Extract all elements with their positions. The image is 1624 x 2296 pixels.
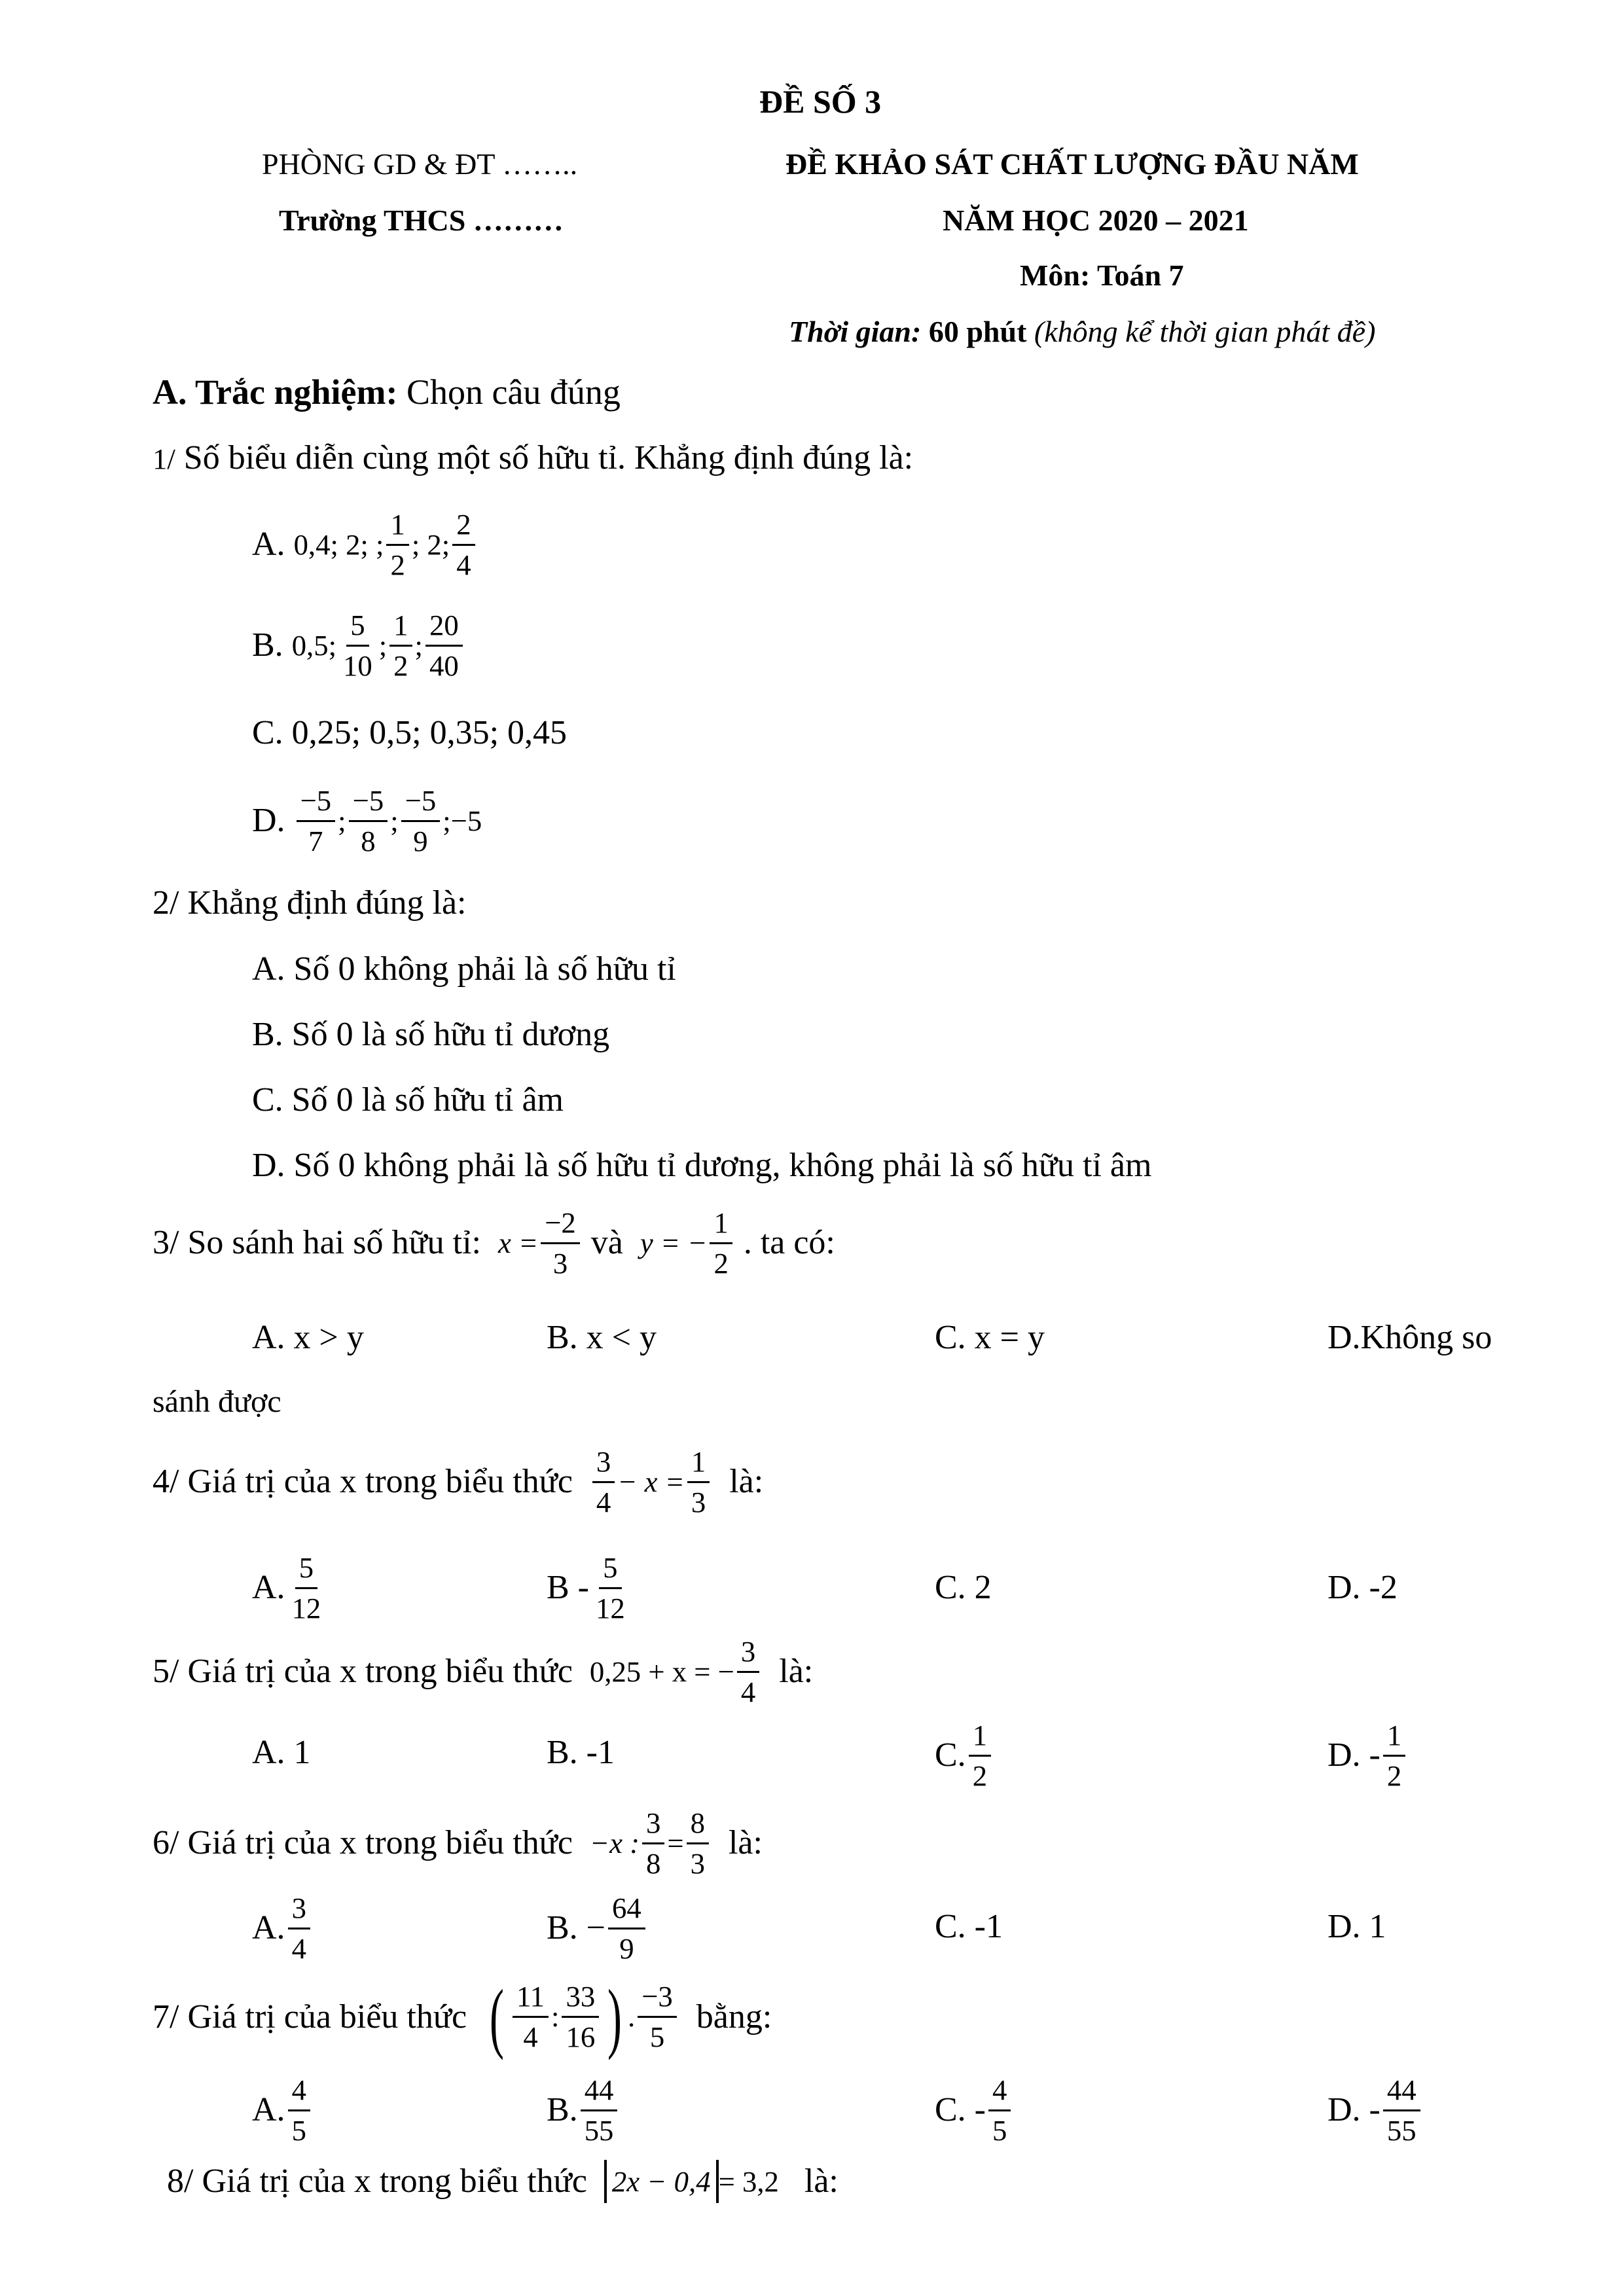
- colon: :: [551, 2000, 560, 2034]
- q7-option-b[interactable]: [547, 2075, 620, 2146]
- q4-option-d[interactable]: D. -2: [1327, 1569, 1398, 1606]
- fraction-one-half: $\frac{1}{2}$: [389, 610, 412, 681]
- option-label: D. -: [1327, 2091, 1380, 2129]
- fraction-64-9: $\frac{64}{9}$: [608, 1893, 645, 1964]
- option-d-tail: −5: [450, 804, 482, 838]
- fraction-minus5-8: $\frac{-5}{8}$: [349, 785, 388, 857]
- equals-sign: =: [667, 1827, 684, 1860]
- section-a-heading: [153, 374, 621, 410]
- fraction-four-fifths: $\frac{4}{5}$: [288, 2075, 310, 2146]
- and-word: và: [590, 1224, 623, 1262]
- expression-mid: − x =: [617, 1465, 685, 1499]
- department-label: PHÒNG GD & ĐT ……..: [262, 147, 578, 181]
- subject-label: Môn: Toán 7: [1020, 259, 1184, 292]
- fraction-minus5-9: $\frac{-5}{9}$: [401, 785, 441, 857]
- time-line: [789, 317, 1375, 347]
- q3-option-a[interactable]: A. x > y: [252, 1319, 364, 1356]
- q1-option-d[interactable]: D. $\frac{-5}{7}$ ; $\frac{-5}{8}$ ; $\frac{-5}{9}$ ; −5: [252, 784, 482, 857]
- q7-option-c[interactable]: [935, 2075, 1013, 2146]
- q3-option-d-continued: sánh được: [153, 1384, 281, 1419]
- q3-option-d[interactable]: D.Không so: [1327, 1319, 1492, 1356]
- q4-option-c[interactable]: C. 2: [935, 1569, 992, 1606]
- question-6-tail: là:: [728, 1824, 763, 1862]
- q1-option-b[interactable]: B. 0,5; $\frac{5}{10}$ ; $\frac{1}{2}$ ; $\frac{20}{40}$: [252, 610, 465, 681]
- fraction-minus5-7: $\frac{-5}{7}$: [297, 785, 336, 857]
- question-3-text: 3/ So sánh hai số hữu tỉ:: [153, 1224, 481, 1262]
- option-label: B.: [252, 626, 283, 664]
- q6-option-d[interactable]: D. 1: [1327, 1908, 1386, 1945]
- fraction-three-fourths: $\frac{3}{4}$: [288, 1893, 310, 1964]
- fraction-minus3-5: $\frac{-3}{5}$: [638, 1981, 677, 2053]
- fraction-one-half: $\frac{1}{2}$: [1383, 1720, 1405, 1791]
- q2-option-d[interactable]: D. Số 0 không phải là số hữu tỉ dương, không phải là số hữu tỉ âm: [252, 1147, 1152, 1184]
- q1-option-a[interactable]: [252, 509, 478, 581]
- left-paren: (: [490, 1973, 505, 2060]
- q7-option-d[interactable]: [1327, 2075, 1423, 2146]
- fraction-five-tenths: $\frac{5}{10}$: [343, 609, 372, 682]
- option-label: B.: [547, 2091, 578, 2129]
- option-label: D. -: [1327, 1736, 1380, 1774]
- question-1: [153, 441, 913, 475]
- question-5-tail: là:: [779, 1653, 814, 1691]
- q5-option-b[interactable]: B. -1: [547, 1734, 615, 1771]
- x-expression: x =: [497, 1227, 539, 1260]
- time-note: (không kể thời gian phát đề): [1034, 315, 1376, 348]
- option-label: B -: [547, 1569, 589, 1607]
- option-label: D.: [252, 802, 285, 840]
- fraction-five-twelfths: $\frac{5}{12}$: [596, 1551, 625, 1624]
- exam-title: ĐỀ KHẢO SÁT CHẤT LƯỢNG ĐẦU NĂM: [785, 147, 1359, 181]
- question-6-text: 6/ Giá trị của x trong biểu thức: [153, 1824, 573, 1862]
- option-label: A.: [252, 2091, 285, 2129]
- fraction-two-fourths: $\frac{2}{4}$: [452, 509, 475, 581]
- fraction-44-55: $\frac{44}{55}$: [581, 2075, 618, 2146]
- question-8: [167, 2160, 839, 2203]
- option-label: A.: [252, 1909, 285, 1947]
- dot: .: [628, 2000, 636, 2034]
- question-4: [153, 1446, 763, 1518]
- q5-option-c[interactable]: [935, 1720, 994, 1791]
- school-year: NĂM HỌC 2020 – 2021: [943, 204, 1249, 237]
- fraction-one-half: $\frac{1}{2}$: [969, 1720, 991, 1791]
- question-8-text: 8/ Giá trị của x trong biểu thức: [167, 2162, 587, 2200]
- expression: 0,25 + x = −: [589, 1655, 734, 1689]
- q3-option-c[interactable]: C. x = y: [935, 1319, 1045, 1356]
- question-5-text: 5/ Giá trị của x trong biểu thức: [153, 1653, 573, 1691]
- q2-option-c[interactable]: C. Số 0 là số hữu tỉ âm: [252, 1081, 564, 1119]
- q2-option-a[interactable]: A. Số 0 không phải là số hữu tỉ: [252, 950, 676, 988]
- separator: ; 2;: [411, 528, 450, 562]
- fraction-four-fifths: $\frac{4}{5}$: [988, 2075, 1011, 2146]
- option-label: C. -: [935, 2091, 986, 2129]
- option-label: B. −: [547, 1909, 606, 1947]
- q5-option-a[interactable]: A. 1: [252, 1734, 311, 1771]
- expression: −x :: [589, 1827, 640, 1860]
- question-8-tail: là:: [804, 2162, 839, 2200]
- question-7: [153, 1973, 772, 2060]
- school-label: Trường THCS ………: [279, 204, 564, 237]
- q7-option-a[interactable]: [252, 2075, 313, 2146]
- q4-option-a[interactable]: [252, 1552, 327, 1624]
- q5-option-d[interactable]: [1327, 1720, 1408, 1791]
- fraction-five-twelfths: $\frac{5}{12}$: [291, 1551, 321, 1624]
- q6-option-c[interactable]: C. -1: [935, 1908, 1003, 1945]
- question-4-text: 4/ Giá trị của x trong biểu thức: [153, 1463, 573, 1501]
- q6-option-b[interactable]: [547, 1893, 648, 1964]
- option-b-values: 0,5;: [291, 629, 337, 662]
- absolute-value-expression: 2x − 0,4: [604, 2160, 719, 2203]
- q2-option-b[interactable]: B. Số 0 là số hữu tỉ dương: [252, 1016, 610, 1053]
- question-3-tail: . ta có:: [743, 1224, 835, 1262]
- question-6: [153, 1808, 763, 1879]
- fraction-one-third: $\frac{1}{3}$: [687, 1446, 710, 1518]
- y-expression: y = −: [640, 1227, 708, 1260]
- option-a-values: 0,4; 2; ;: [293, 528, 384, 562]
- option-label: A.: [252, 1569, 285, 1607]
- question-7-text: 7/ Giá trị của biểu thức: [153, 1998, 467, 2036]
- q6-option-a[interactable]: [252, 1893, 313, 1964]
- q3-option-b[interactable]: B. x < y: [547, 1319, 657, 1356]
- fraction-three-fourths: $\frac{3}{4}$: [592, 1446, 615, 1518]
- fraction-33-16: $\frac{33}{16}$: [562, 1981, 599, 2053]
- fraction-one-half: $\frac{1}{2}$: [710, 1208, 732, 1279]
- right-paren: ): [607, 1973, 623, 2060]
- fraction-three-eighths: $\frac{3}{8}$: [642, 1808, 664, 1879]
- time-value: 60 phút: [928, 315, 1027, 348]
- question-2-text: 2/ Khẳng định đúng là:: [153, 884, 467, 922]
- section-a-label: A. Trắc nghiệm:: [153, 372, 398, 412]
- question-7-tail: bằng:: [696, 1998, 772, 2036]
- option-label: A.: [252, 526, 285, 564]
- question-4-tail: là:: [729, 1463, 764, 1501]
- fraction-44-55: $\frac{44}{55}$: [1383, 2075, 1420, 2146]
- q4-option-b[interactable]: [547, 1552, 632, 1624]
- q1-option-c[interactable]: C. 0,25; 0,5; 0,35; 0,45: [252, 714, 568, 751]
- fraction-11-4: $\frac{11}{4}$: [513, 1981, 549, 2053]
- time-label: Thời gian:: [789, 315, 922, 348]
- option-label: C.: [935, 1736, 966, 1774]
- fraction-minus2-3: $\frac{-2}{3}$: [541, 1208, 580, 1279]
- fraction-eight-thirds: $\frac{8}{3}$: [687, 1808, 709, 1879]
- rhs: = 3,2: [718, 2164, 779, 2198]
- section-a-instruction: Chọn câu đúng: [406, 372, 621, 412]
- document-title: ĐỀ SỐ 3: [759, 83, 882, 120]
- fraction-three-fourths: $\frac{3}{4}$: [737, 1636, 759, 1708]
- question-1-number: 1/: [153, 442, 175, 475]
- fraction-one-half: $\frac{1}{2}$: [386, 509, 408, 581]
- question-3: [153, 1208, 835, 1279]
- question-5: [153, 1636, 813, 1708]
- fraction-twenty-forty: $\frac{20}{40}$: [425, 610, 463, 681]
- question-1-text: Số biểu diễn cùng một số hữu tỉ. Khẳng định đúng là:: [183, 439, 914, 476]
